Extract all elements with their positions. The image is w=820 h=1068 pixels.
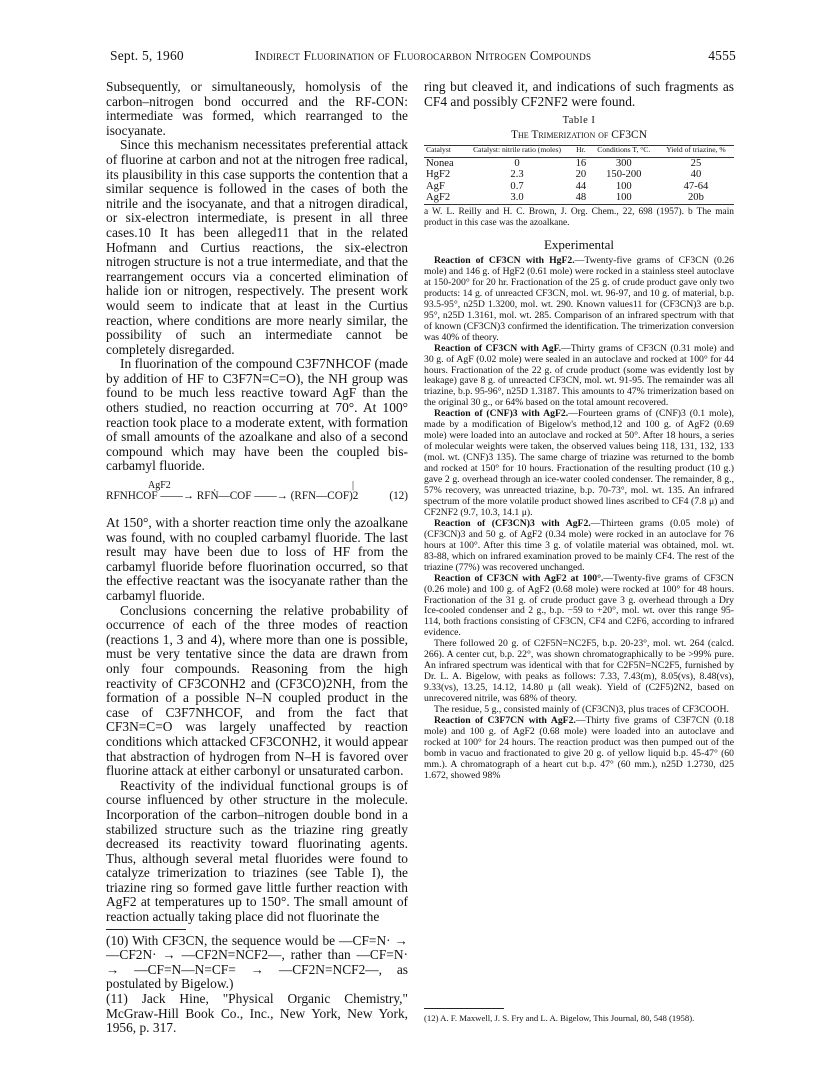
header-page-number: 4555 — [708, 48, 736, 63]
experimental-paragraph — [424, 409, 734, 519]
table-cell: 100 — [590, 192, 658, 204]
experimental-run-head: Reaction of CF3CN with HgF2. — [434, 254, 575, 266]
experimental-run-head: Reaction of CF3CN with AgF2 at 100°. — [434, 572, 604, 584]
experimental-text: —Thirty five grams of C3F7CN (0.18 mole) and 100 g. of AgF2 (0.68 mole) were loaded into an autoclave and rocked at 100° for 24 hours. The reaction product was then pumped out of the bomb in vacuo and fractionated to give 20 g. of yellow liquid b.p. 45-47° (60 mm.). A chromatograph of a heart cut b.p. 47° (60 mm.), n25D 1.2730, d25 1.672, showed 98% — [424, 715, 734, 781]
trimerization-table — [424, 145, 734, 205]
equation-number: (12) — [389, 490, 408, 503]
footnote-12: (12) A. F. Maxwell, J. S. Fry and L. A. Bigelow, This Journal, 80, 548 (1958). — [424, 1013, 695, 1023]
footnote-rule — [106, 929, 186, 930]
table-cell: AgF — [426, 180, 445, 192]
table-cell: 100 — [615, 180, 632, 192]
experimental-paragraph — [424, 256, 734, 344]
table-cell: 47-64 — [683, 180, 709, 192]
table-row — [424, 192, 734, 204]
left-column — [106, 80, 408, 1036]
table-row — [424, 169, 734, 181]
table-cell: 20b — [658, 192, 734, 204]
experimental-paragraph — [424, 519, 734, 574]
table-cell: 44 — [575, 180, 587, 192]
left-paragraph-1: Subsequently, or simultaneously, homolysis of the carbon–nitrogen bond occurred and the RF-CON: intermediate was formed, which rearranged to the isocyanate. — [106, 79, 408, 138]
table-cell: 25 — [690, 157, 702, 169]
table-cell: 20 — [575, 169, 587, 181]
table-header-temperature: Conditions T, °C. — [590, 146, 658, 157]
equation-text: RFNHCOF ——→ RFṄ—COF ——→ (RFN—COF)2 — [106, 490, 359, 503]
table-title: The Trimerization of CF3CN — [510, 129, 648, 142]
experimental-paragraph — [424, 344, 734, 410]
experimental-text: There followed 20 g. of C2F5N=NC2F5, b.p. 20-23°, mol. wt. 264 (calcd. 266). A center cut, b.p. 22°, was shown chromatographically to be >99% pure. An infrared spectrum was identical with that for C2F5N=NC2F5, furnished by Dr. L. A. Bigelow, with peaks as follows: 7.33, 7.43(m), 8.05(vs), 8.48(vs), 9.33(vs), 13.25, 14.12, 14.80 μ (all weak). Yield of (C2F5)2N2, based on unrecovered nitrile, was 68% of theory. — [424, 638, 734, 705]
left-paragraph-3: In fluorination of the compound C3F7NHCOF (made by addition of HF to C3F7N=C=O), the NH group was found to be much less reactive toward AgF than the others studied, no reaction occurring at 70°. At 100° reaction took place to a moderate extent, with formation of small amounts of the azoalkane and also of a second compound which may have been the coupled bis-carbamyl fluoride. — [106, 356, 408, 474]
table-header-ratio: Catalyst: nitrile ratio (moles) — [462, 146, 572, 157]
equation-reagent: AgF2 — [148, 480, 171, 492]
experimental-text: The residue, 5 g., consisted mainly of (CF3CN)3, plus traces of CF3COOH. — [434, 704, 729, 716]
table-cell: 0 — [514, 157, 520, 169]
left-paragraph-5: Conclusions concerning the relative probability of occurrence of each of the three modes of reaction (reactions 1, 3 and 4), where more than one is possible, must be very tentative since the data are drawn from only four compounds. Reasoning from the high reactivity of CF3CONH2 and (CF3CO)2NH, from the formation of a possible N–N coupled product in the case of C3F7NHCOF, and from the fact that CF3N=C=O was largely unaffected by reaction conditions which attacked CF3CONH2, it would appear that abstraction of hydrogen from N–H is favored over fluorine attack at either carbonyl or unsaturated carbon. — [106, 602, 408, 779]
table-cell: HgF2 — [426, 169, 451, 181]
table-header-catalyst: Catalyst — [424, 146, 462, 157]
header-date: Sept. 5, 1960 — [110, 48, 184, 63]
header-title: Indirect Fluorination of Fluorocarbon Nitrogen Compounds — [254, 48, 592, 63]
table-footnote: a W. L. Reilly and H. C. Brown, J. Org. Chem., 22, 698 (1957). b The main product in this case was the azoalkane. — [424, 206, 734, 228]
table-cell: 3.0 — [462, 192, 572, 204]
footnote-rule — [424, 1008, 504, 1009]
experimental-paragraph — [424, 574, 734, 640]
experimental-paragraph — [424, 716, 734, 782]
table-cell: 150-200 — [606, 169, 642, 181]
table-header-yield: Yield of triazine, % — [658, 146, 734, 157]
table-cell: Nonea — [426, 157, 454, 169]
experimental-section — [424, 256, 734, 782]
left-paragraph-4: At 150°, with a shorter reaction time only the azoalkane was found, with no coupled carbamyl fluoride. The last result may have been due to loss of HF from the carbamyl fluoride before fluorination occurred, so that the effective reactant was the isocyanate rather than the carbamyl fluoride. — [106, 515, 408, 603]
table-cell: 16 — [575, 157, 587, 169]
equation-12 — [106, 480, 408, 512]
table-cell: 2.3 — [510, 169, 524, 181]
table-cell: 300 — [615, 157, 632, 169]
running-header — [110, 48, 736, 66]
table-cell: 0.7 — [510, 180, 524, 192]
experimental-run-head: Reaction of C3F7CN with AgF2. — [434, 715, 576, 726]
table-cell: 40 — [690, 169, 702, 181]
table-row — [424, 157, 734, 169]
table-header-hours: Hr. — [572, 146, 589, 157]
experimental-text: —Thirty grams of CF3CN (0.31 mole) and 30 g. of AgF (0.02 mole) were sealed in an autoclave and rocked at 100° for 44 hours. Fractionation of the 22 g. of crude product (some was evidently lost by leakage) gave 8 g. of unreacted CF3CN, mol. wt. 91-95. The remainder was all triazine, b.p. 95-96°, n25D 1.3187. This amounts to 47% trimerization based on the original 30 g., or 64% based on the total amount recovered. — [424, 342, 735, 409]
experimental-text: —Thirteen grams (0.05 mole) of (CF3CN)3 and 50 g. of AgF2 (0.34 mole) were rocked in an autoclave for 76 hours at 100°. After this time 3 g. of volatile material was obtained, mol. wt. 83-88, which on infrared examination proved to be mainly CF4. The rest of the triazine (77%) was recovered unchanged. — [424, 517, 734, 573]
experimental-text: —Fourteen grams of (CNF)3 (0.1 mole), made by a modification of Bigelow's method,12 and 100 g. of AgF2 (0.69 mole) were loaded into an autoclave and rocked at 50°. After 18 hours, a series of molecular weights were taken, the observed values being 118, 131, 132, 133 (mol. wt. (CNF)3 135). The same charge of triazine was returned to the bomb and rocked at 150° for 10 hours. Fractionation of the resulting product (10 g.) gave 2 g. overhead through an ice-water cooled condenser. The remainder, 8 g., 57% recovery, was unreacted triazine, b.p. 70-73°, mol. wt. 135. An infrared spectrum of the more volatile product showed lines ascribed to CF4 (7.8 μ) and CF2NF2 (9.7, 10.3, 14.1 μ). — [424, 408, 734, 518]
equation-bond-mark: | — [352, 480, 355, 492]
table-label: Table I — [562, 115, 596, 127]
table-row — [424, 181, 734, 193]
experimental-text: —Twenty-five grams of CF3CN (0.26 mole) and 146 g. of HgF2 (0.61 mole) were rocked in a stainless steel autoclave at 150-200° for 20 hr. Fractionation of the 25 g. of crude product gave only two products: 14 g. of unreacted CF3CN, mol. wt. 96-97, and 10 g. of material, b.p. 93.5-95°, n25D 1.3200, mol. wt. 290. Known values11 for (CF3CN)3 are b.p. 95°, n25D 1.3161, mol. wt. 285. Comparison of an infrared spectrum with that of known (CF3CN)3 confirmed the identification. The trimerization conversion was 40% of theory. — [424, 254, 734, 343]
table-cell: AgF2 — [424, 192, 462, 204]
experimental-run-head: Reaction of CF3CN with AgF. — [434, 342, 562, 354]
experimental-run-head: Reaction of (CF3CN)3 with AgF2. — [434, 517, 591, 529]
experimental-text: —Twenty-five grams of CF3CN (0.26 mole) and 100 g. of AgF2 (0.68 mole) were rocked at 100° for 48 hours. Fractionation of the 31 g. of crude product gave 3 g. overhead through a Dry Ice-cooled condenser and 2 g., b.p. −59 to +20°, mol. wt. over this range 95-114, both fractions consisting of CF3CN, CF4 and C2F6, according to infrared evidence. — [424, 572, 734, 639]
left-paragraph-6: Reactivity of the individual functional groups is of course influenced by other structure in the molecule. Incorporation of the carbon–nitrogen double bond in a stabilized structure such as the triazine ring greatly decreased its reactivity toward fluorinating agents. Thus, although several metal fluorides were found to catalyze trimerization to triazines (see Table I), the triazine ring so formed gave little further reaction with AgF2 at temperatures up to 150°. The small amount of reaction actually taking place did not fluorinate the — [106, 777, 408, 925]
footnote-11: (11) Jack Hine, "Physical Organic Chemistry," McGraw-Hill Book Co., Inc., New York, New York, 1956, p. 317. — [106, 991, 408, 1036]
table-cell: 48 — [572, 192, 589, 204]
right-footnote-block — [424, 1008, 734, 1024]
experimental-paragraph — [424, 639, 734, 705]
experimental-run-head: Reaction of (CNF)3 with AgF2. — [434, 408, 569, 420]
right-column — [424, 80, 734, 782]
section-heading-experimental: Experimental — [543, 236, 615, 252]
right-intro-paragraph: ring but cleaved it, and indications of such fragments as CF4 and possibly CF2NF2 were found. — [424, 79, 734, 109]
footnote-10: (10) With CF3CN, the sequence would be —CF=N· → —CF2N· → —CF2N=NCF2—, rather than —CF=N· → —CF=N—N=CF= → —CF2N=NCF2—, as postulated by Bigelow.) — [106, 932, 408, 992]
left-paragraph-2: Since this mechanism necessitates preferential attack of fluorine at carbon and not at the nitrogen free radical, its plausibility in this case supports the contention that a similar sequence is followed in the cases of both the nitrile and the isocyanate, and that a nitrogen diradical, or six-electron intermediate, is present in all three cases.10 It has been alleged11 that in the related Hofmann and Curtius reactions, the six-electron nitrogen structure is not a true intermediate, and that the rearrangement occurs via a concerted elimination of halide ion or nitrogen, respectively. The present work would seem to indicate that at least in the Curtius reaction, where conditions are more nearly similar, the possibility of such an intermediate cannot be completely disregarded. — [106, 137, 408, 357]
